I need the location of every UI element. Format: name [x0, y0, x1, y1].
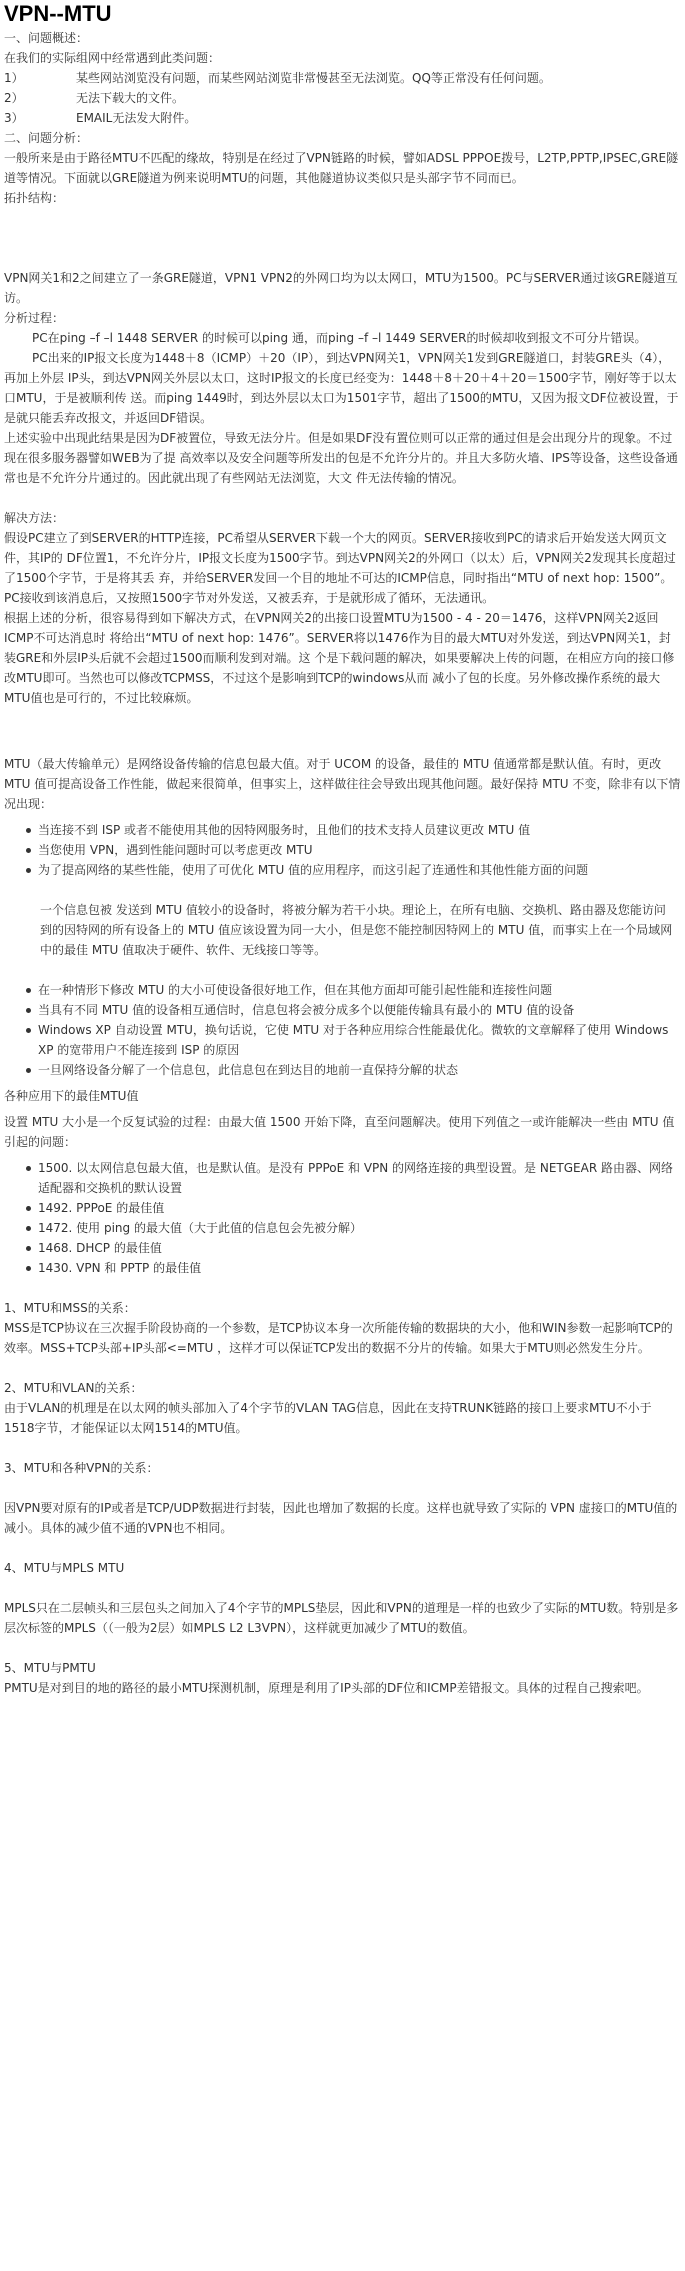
analysis-paragraph-1: PC在ping –f –l 1448 SERVER 的时候可以ping 通，而ping –f –l 1449 SERVER的时候却收到报文不可分片错误。 [32, 331, 647, 345]
page-title: VPN--MTU [4, 1, 112, 26]
pmtu-paragraph: PMTU是对到目的地的路径的最小MTU探测机制，原理是利用了IP头部的DF位和ICMP差错报文。具体的过程自己搜索吧。 [4, 1681, 649, 1695]
change-conditions-list [4, 820, 681, 880]
solution-label: 解决方法： [4, 511, 65, 525]
vlan-paragraph: 由于VLAN的机理是在以太网的帧头部加入了4个字节的VLAN TAG信息，因此在支持TRUNK链路的接口上要求MTU不小于1518字节，才能保证以太网1514的MTU值。 [4, 1401, 652, 1435]
pmtu-heading: 5、MTU与PMTU [4, 1661, 96, 1675]
section-heading-analysis: 二、问题分析： [4, 131, 89, 145]
mss-paragraph: MSS是TCP协议在三次握手阶段协商的一个参数，是TCP协议本身一次所能传输的数据块的大小，他和WIN参数一起影响TCP的效率。MSS+TCP头部+IP头部<=MTU ，这样才可以保证TCP发出的数据不分片的传输。如果大于MTU则必然发生分片。 [4, 1321, 673, 1355]
list-item: 当具有不同 MTU 值的设备相互通信时，信息包将会被分成多个以便能传输具有最小的 MTU 值的设备 [24, 1000, 681, 1020]
overview-intro: 在我们的实际组网中经常遇到此类问题： [4, 51, 221, 65]
list-item: 当您使用 VPN，遇到性能问题时可以考虑更改 MTU [24, 840, 681, 860]
analysis-intro-paragraph: 一般所来是由于路径MTU不匹配的缘故，特别是在经过了VPN链路的时候，譬如ADSL PPPOE拨号，L2TP,PPTP,IPSEC,GRE隧道等情况。下面就以GRE隧道为例来说明MTU的问题，其他隧道协议类似只是头部字节不同而已。 [4, 151, 679, 185]
list-item: 1468. DHCP 的最佳值 [24, 1238, 681, 1258]
vpn-heading: 3、MTU和各种VPN的关系： [4, 1461, 159, 1475]
vpn-paragraph: 因VPN要对原有的IP或者是TCP/UDP数据进行封装，因此也增加了数据的长度。这样也就导致了实际的 VPN 虚接口的MTU值的减小。具体的减少值不通的VPN也不相同。 [4, 1501, 678, 1535]
list-item: 1430. VPN 和 PPTP 的最佳值 [24, 1258, 681, 1278]
list-item: 在一种情形下修改 MTU 的大小可使设备很好地工作，但在其他方面却可能引起性能和连接性问题 [24, 980, 681, 1000]
list-item: 1472. 使用 ping 的最大值（大于此值的信息包会先被分解） [24, 1218, 681, 1238]
list-item: 一旦网络设备分解了一个信息包，此信息包在到达目的地前一直保持分解的状态 [24, 1060, 681, 1080]
best-values-intro: 设置 MTU 大小是一个反复试验的过程：由最大值 1500 开始下降，直至问题解决。使用下列值之一或许能解决一些由 MTU 值引起的问题： [4, 1115, 675, 1149]
mpls-paragraph: MPLS只在二层帧头和三层包头之间加入了4个字节的MPLS垫层，因此和VPN的道理是一样的也致少了实际的MTU数。特别是多层次标签的MPLS（（一般为2层）如MPLS L2 L3VPN），这样就更加减少了MTU的数值。 [4, 1601, 679, 1635]
overview-item [4, 108, 681, 128]
mtu-notes-list [4, 980, 681, 1080]
analysis-label: 分析过程： [4, 311, 65, 325]
analysis-paragraph-3: 上述实验中出现此结果是因为DF被置位，导致无法分片。但是如果DF没有置位则可以正常的通过但是会出现分片的现象。不过现在很多服务器譬如WEB为了提 高效率以及安全问题等所发出的包是不允许分片的。并且大多防火墙、IPS等设备，这些设备通常也是不允许分片通过的。因此就出现了有些网站无法浏览，大文 件无法传输的情况。 [4, 431, 678, 485]
fragmentation-paragraph: 一个信息包被 发送到 MTU 值较小的设备时，将被分解为若干小块。理论上，在所有电脑、交换机、路由器及您能访问到的因特网的所有设备上的 MTU 值应该设置为同一大小，但是您不能控制因特网上的 MTU 值，而事实上在一个局域网中的最佳 MTU 值取决于硬件、软件、无线接口等等。 [40, 903, 673, 957]
best-values-heading: 各种应用下的最佳MTU值 [4, 1089, 139, 1103]
list-item: 1500. 以太网信息包最大值，也是默认值。是没有 PPPoE 和 VPN 的网络连接的典型设置。是 NETGEAR 路由器、网络适配器和交换机的默认设置 [24, 1158, 681, 1198]
overview-item [4, 88, 681, 108]
list-item: 当连接不到 ISP 或者不能使用其他的因特网服务时，且他们的技术支持人员建议更改 MTU 值 [24, 820, 681, 840]
item-text: 某些网站浏览没有问题，而某些网站浏览非常慢甚至无法浏览。QQ等正常没有任何问题。 [76, 71, 551, 85]
topology-figure-space [4, 208, 681, 248]
solution-paragraph-1: 假设PC建立了到SERVER的HTTP连接，PC希望从SERVER下载一个大的网页。SERVER接收到PC的请求后开始发送大网页文件，其IP的 DF位置1，不允许分片，IP报文长度为1500字节。到达VPN网关2的外网口（以太）后，VPN网关2发现其长度超过了1500个字节，于是将其丢 弃，并给SERVER发回一个目的地址不可达的ICMP信息，同时指出“MTU of next hop: 1500”。PC接收到该消息后，又按照1500字节对外发送，又被丢弃，于是就形成了循环，无法通讯。 [4, 531, 676, 605]
mtu-definition: MTU（最大传输单元）是网络设备传输的信息包最大值。对于 UCOM 的设备，最佳的 MTU 值通常都是默认值。有时，更改 MTU 值可提高设备工作性能，做起来很简单，但事实上，这样做往往会导致出现其他问题。最好保持 MTU 不变，除非有以下情况出现： [4, 757, 681, 811]
list-item: Windows XP 自动设置 MTU，换句话说，它使 MTU 对于各种应用综合性能最优化。微软的文章解释了使用 Windows XP 的宽带用户不能连接到 ISP 的原因 [24, 1020, 681, 1060]
item-number: 2） [4, 91, 24, 105]
mss-heading: 1、MTU和MSS的关系： [4, 1301, 136, 1315]
vlan-heading: 2、MTU和VLAN的关系： [4, 1381, 143, 1395]
solution-paragraph-2: 根据上述的分析，很容易得到如下解决方式，在VPN网关2的出接口设置MTU为1500 - 4 - 20＝1476，这样VPN网关2返回ICMP不可达消息时 将给出“MTU of next hop: 1476”。SERVER将以1476作为目的最大MTU对外发送，到达VPN网关1，封装GRE和外层IP头后就不会超过1500而顺利发到对端。这 个是下载问题的解决，如果要解决上传的问题，在相应方向的接口修改MTU即可。当然也可以修改TCPMSS，不过这个是影响到TCP的windows从而 减小了包的长度。另外修改操作系统的最大MTU值也是可行的，不过比较麻烦。 [4, 611, 675, 705]
topology-label: 拓扑结构： [4, 191, 65, 205]
mpls-heading: 4、MTU与MPLS MTU [4, 1561, 125, 1575]
analysis-paragraph-2: PC出来的IP报文长度为1448＋8（ICMP）＋20（IP），到达VPN网关1，VPN网关1发到GRE隧道口，封装GRE头（4），再加上外层 IP头，到达VPN网关外层以太口，这时IP报文的长度已经变为：1448＋8＋20＋4＋20＝1500字节，刚好等于以太口MTU，于是被顺利传 送。而ping 1449时，到达外层以太口为1501字节，超出了1500的MTU，又因为报文DF位被设置，于是就只能丢弃改报文，并返回DF错误。 [4, 351, 679, 425]
item-text: 无法下载大的文件。 [76, 91, 185, 105]
section-heading-overview: 一、问题概述： [4, 31, 89, 45]
item-number: 1） [4, 71, 24, 85]
item-text: EMAIL无法发大附件。 [76, 111, 197, 125]
list-item: 为了提高网络的某些性能，使用了可优化 MTU 值的应用程序，而这引起了连通性和其他性能方面的问题 [24, 860, 681, 880]
topology-description: VPN网关1和2之间建立了一条GRE隧道，VPN1 VPN2的外网口均为以太网口，MTU为1500。PC与SERVER通过该GRE隧道互访。 [4, 271, 678, 305]
best-values-list [4, 1158, 681, 1278]
list-item: 1492. PPPoE 的最佳值 [24, 1198, 681, 1218]
overview-item [4, 68, 681, 88]
item-number: 3） [4, 111, 24, 125]
